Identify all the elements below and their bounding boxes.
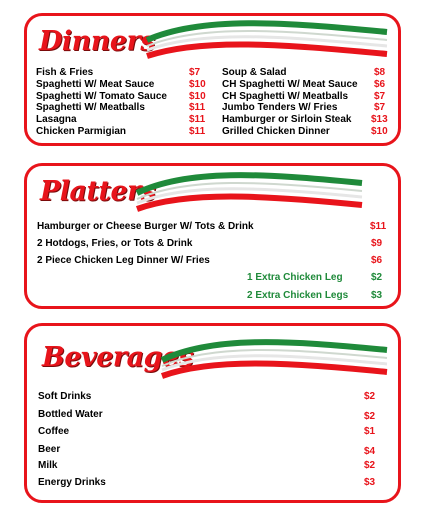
beverages-title: Beverages — [42, 342, 194, 373]
dinner-item-name: Spaghetti W/ Meatballs — [36, 102, 145, 113]
dinners-title: Dinners — [39, 26, 156, 57]
beverage-item-name: Coffee — [38, 426, 70, 437]
dinner-item-price: $7 — [374, 91, 386, 102]
dinner-item-name: Fish & Fries — [36, 67, 94, 78]
dinner-item-name: Spaghetti W/ Tomato Sauce — [36, 91, 167, 102]
beverage-item-price: $1 — [364, 426, 376, 437]
beverage-item-price: $2 — [364, 460, 376, 471]
dinner-item-price: $10 — [189, 79, 206, 90]
beverage-item-price: $2 — [364, 391, 376, 402]
dinner-item-name: Hamburger or Sirloin Steak — [222, 114, 352, 125]
platter-item-name: Hamburger or Cheese Burger W/ Tots & Drink — [37, 221, 254, 232]
extra-item-price: $3 — [371, 290, 383, 301]
dinner-item-price: $10 — [189, 91, 206, 102]
beverage-item-name: Energy Drinks — [38, 477, 106, 488]
italian-swoosh-decoration — [142, 18, 392, 63]
dinner-item-price: $8 — [374, 67, 386, 78]
beverage-item-price: $3 — [364, 477, 376, 488]
beverages-panel — [24, 323, 401, 503]
platter-item-name: 2 Hotdogs, Fries, or Tots & Drink — [37, 238, 193, 249]
dinners-panel — [24, 13, 401, 146]
dinner-item-name: Spaghetti W/ Meat Sauce — [36, 79, 155, 90]
dinner-item-price: $11 — [189, 114, 206, 125]
platter-item-name: 2 Piece Chicken Leg Dinner W/ Fries — [37, 255, 210, 266]
dinner-item-name: Soup & Salad — [222, 67, 287, 78]
dinner-item-price: $7 — [189, 67, 201, 78]
dinner-item-name: Lasagna — [36, 114, 77, 125]
beverage-item-name: Milk — [38, 460, 58, 471]
extra-item-name: 1 Extra Chicken Leg — [247, 272, 343, 283]
platter-item-price: $11 — [370, 221, 387, 232]
dinner-item-price: $11 — [189, 126, 206, 137]
platters-title: Platters — [40, 176, 156, 207]
dinner-item-name: Chicken Parmigian — [36, 126, 127, 137]
dinner-item-price: $10 — [371, 126, 388, 137]
dinner-item-name: CH Spaghetti W/ Meatballs — [222, 91, 349, 102]
beverage-item-name: Beer — [38, 444, 61, 455]
platters-panel — [24, 163, 401, 309]
platter-item-price: $9 — [371, 238, 383, 249]
extra-item-price: $2 — [371, 272, 383, 283]
beverage-item-price: $2 — [364, 411, 376, 422]
dinner-item-name: Jumbo Tenders W/ Fries — [222, 102, 338, 113]
italian-swoosh-decoration — [132, 169, 367, 214]
beverage-item-name: Bottled Water — [38, 409, 103, 420]
dinner-item-price: $6 — [374, 79, 386, 90]
dinner-item-name: CH Spaghetti W/ Meat Sauce — [222, 79, 358, 90]
beverage-item-name: Soft Drinks — [38, 391, 92, 402]
dinner-item-name: Grilled Chicken Dinner — [222, 126, 330, 137]
dinner-item-price: $7 — [374, 102, 386, 113]
dinner-item-price: $11 — [189, 102, 206, 113]
dinner-item-price: $13 — [371, 114, 388, 125]
beverage-item-price: $4 — [364, 446, 376, 457]
italian-swoosh-decoration — [157, 336, 392, 381]
platter-item-price: $6 — [371, 255, 383, 266]
extra-item-name: 2 Extra Chicken Legs — [247, 290, 349, 301]
